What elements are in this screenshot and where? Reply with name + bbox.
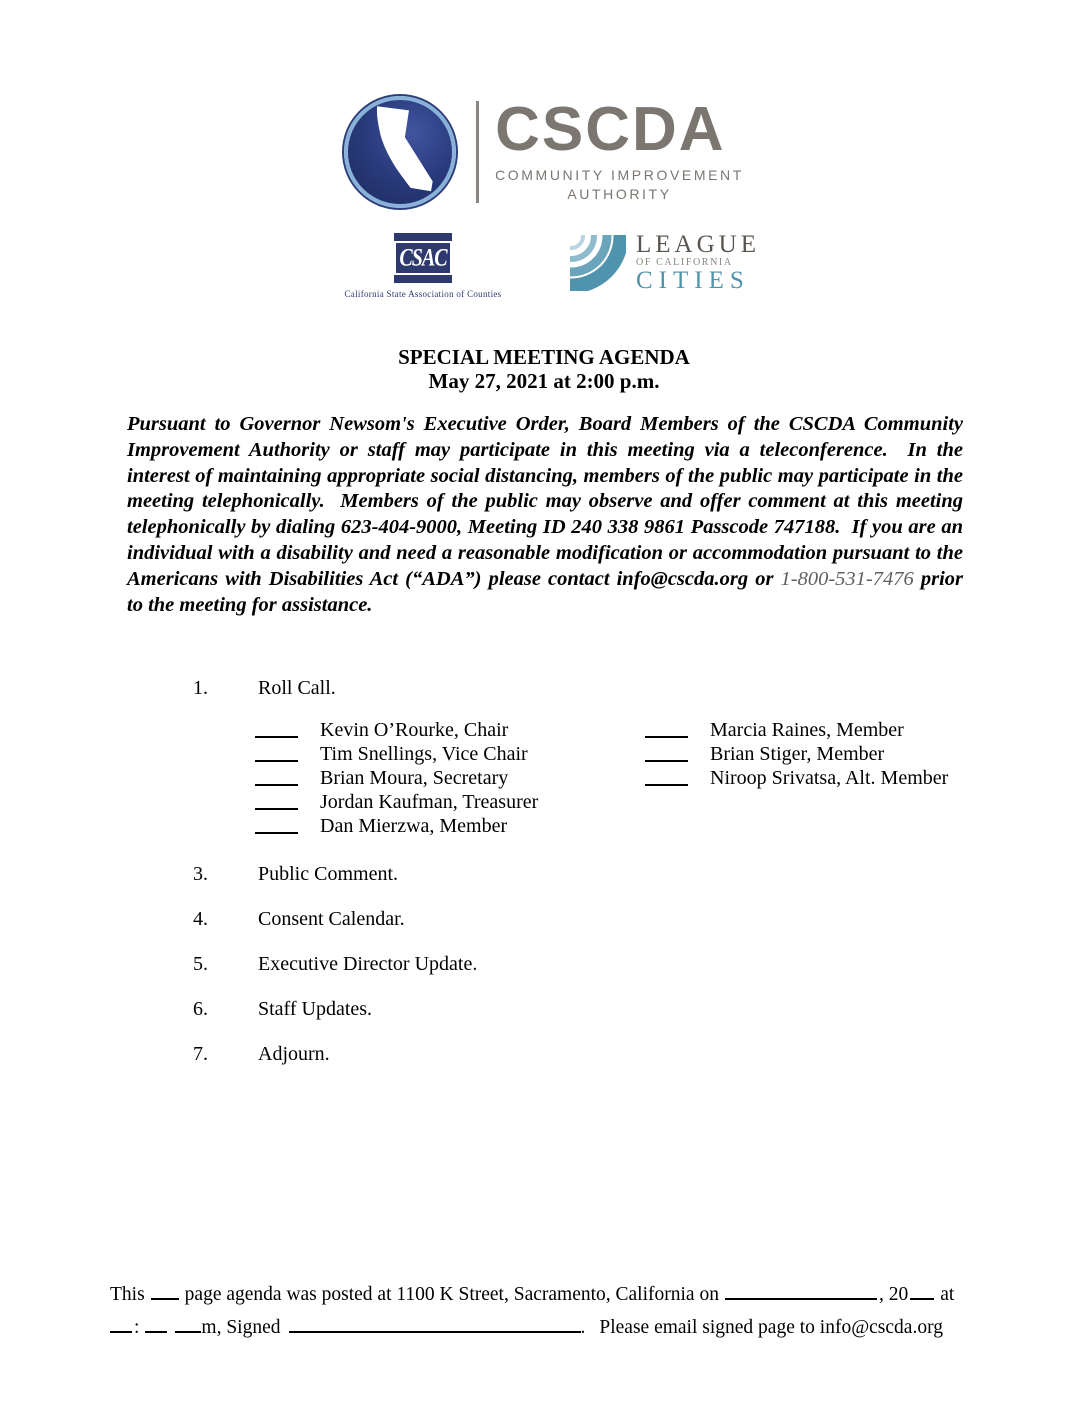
item-label: Consent Calendar.: [258, 908, 405, 930]
item-number: 1.: [193, 677, 208, 699]
signature-blank-line: [255, 832, 298, 834]
item-number: 6.: [193, 998, 208, 1020]
signature-blank-line: [645, 760, 688, 762]
roll-call-row: [255, 766, 645, 790]
item-label: Public Comment.: [258, 863, 398, 885]
signature-blank-line: [255, 808, 298, 810]
posting-certification-footer: [110, 1278, 960, 1344]
footer-text: , 20: [878, 1284, 909, 1305]
cscda-subtitle-line2: AUTHORITY: [567, 186, 672, 202]
item-label: Roll Call.: [258, 677, 336, 699]
footer-email-note: Please email signed page to info@cscda.org: [599, 1317, 943, 1338]
item-label: Executive Director Update.: [258, 953, 478, 975]
hour-blank: [110, 1317, 132, 1333]
agenda-item-public-comment: [193, 862, 993, 886]
ampm-blank: [175, 1317, 201, 1333]
footer-text: :: [134, 1317, 140, 1338]
agenda-list: [193, 676, 993, 1066]
league-line2: OF CALIFORNIA: [636, 257, 733, 268]
teleconference-notice: [127, 412, 969, 618]
footer-text: .: [580, 1317, 586, 1338]
agenda-item-consent-calendar: [193, 907, 993, 931]
footer-text: at: [940, 1284, 955, 1305]
cscda-subtitle-line1: COMMUNITY IMPROVEMENT: [495, 167, 744, 183]
footer-line2: [110, 1311, 960, 1344]
logo-divider: [476, 101, 479, 203]
csac-acronym: CSAC: [399, 244, 447, 272]
item-number: 3.: [193, 863, 208, 885]
agenda-item-adjourn: [193, 1042, 993, 1066]
league-logo: [570, 233, 760, 293]
roll-call-left-column: [255, 718, 645, 838]
member-name: Niroop Srivatsa, Alt. Member: [710, 767, 949, 789]
roll-call-row: [645, 718, 948, 742]
member-name: Marcia Raines, Member: [710, 719, 904, 741]
roll-call-row: [645, 742, 948, 766]
cscda-acronym: CSCDA: [495, 95, 726, 164]
notice-body: Pursuant to Governor Newsom's Executive Order, Board Members of the CSCDA Community Improvement Authority or staff may participate in this meeting via a teleconference. In the interest of maintaining appropriate social distancing, members of the public may participate in the meeting telephonically. Members of the public may observe and offer comment at this meeting telephonically by dialing 623-404-9000, Meeting ID 240 338 9861 Passcode 747188. If you are an individual with a disability and need a reasonable modification or accommodation pursuant to the Americans with Disabilities Act (“ADA”) please contact info@cscda.org or: [127, 413, 969, 590]
roll-call-row: [645, 766, 948, 790]
member-name: Brian Moura, Secretary: [320, 767, 509, 789]
cscda-logo-text: [495, 95, 744, 204]
roll-call-row: [255, 814, 645, 838]
year-blank: [910, 1284, 934, 1300]
roll-call-row: [255, 742, 645, 766]
signature-blank-line: [255, 784, 298, 786]
item-number: 4.: [193, 908, 208, 930]
roll-call-list: [255, 718, 993, 838]
signature-blank-line: [645, 784, 688, 786]
signature-blank-line: [645, 736, 688, 738]
member-name: Tim Snellings, Vice Chair: [320, 743, 528, 765]
signature-blank-line: [255, 760, 298, 762]
item-label: Staff Updates.: [258, 998, 373, 1020]
csac-logo-square: [394, 233, 452, 283]
title-line1: SPECIAL MEETING AGENDA: [398, 345, 690, 369]
partner-logos-row: [0, 233, 1088, 299]
csac-caption: California State Association of Counties: [344, 289, 502, 299]
footer-line1: [110, 1278, 960, 1311]
notice-tail: prior to the meeting for assistance.: [127, 567, 969, 616]
item-number: 7.: [193, 1043, 208, 1065]
page-count-blank: [151, 1284, 179, 1300]
california-state-icon: [357, 103, 443, 201]
notice-phone-number: 1-800-531-7476: [780, 567, 914, 590]
item-label: Adjourn.: [258, 1043, 330, 1065]
footer-text: m, Signed: [201, 1317, 281, 1338]
signature-blank-line: [255, 736, 298, 738]
agenda-item-roll-call: [193, 676, 993, 700]
document-title: [0, 345, 1088, 393]
agenda-item-executive-director-update: [193, 952, 993, 976]
league-line1: LEAGUE: [636, 231, 760, 258]
signature-blank: [289, 1317, 581, 1333]
member-name: Jordan Kaufman, Treasurer: [320, 791, 539, 813]
agenda-item-staff-updates: [193, 997, 993, 1021]
agenda-items-3-7: [193, 862, 993, 1066]
footer-text: This: [110, 1284, 145, 1305]
csac-logo-inner-border: [394, 241, 451, 275]
date-blank: [725, 1284, 877, 1300]
member-name: Brian Stiger, Member: [710, 743, 885, 765]
member-name: Dan Mierzwa, Member: [320, 815, 508, 837]
league-line3: CITIES: [636, 267, 750, 294]
member-name: Kevin O’Rourke, Chair: [320, 719, 509, 741]
california-circle-icon: [344, 96, 456, 208]
roll-call-row: [255, 718, 645, 742]
league-logo-text: [636, 233, 760, 293]
title-line2: May 27, 2021 at 2:00 p.m.: [428, 369, 660, 393]
footer-text: page agenda was posted at 1100 K Street, Sacramento, California on: [184, 1284, 719, 1305]
roll-call-row: [255, 790, 645, 814]
cscda-logo: [0, 96, 1088, 208]
roll-call-right-column: [645, 718, 948, 790]
cscda-subtitle: [495, 166, 744, 204]
csac-logo: [328, 233, 518, 299]
minute-blank: [145, 1317, 167, 1333]
item-number: 5.: [193, 953, 208, 975]
league-swoosh-icon: [570, 235, 626, 291]
